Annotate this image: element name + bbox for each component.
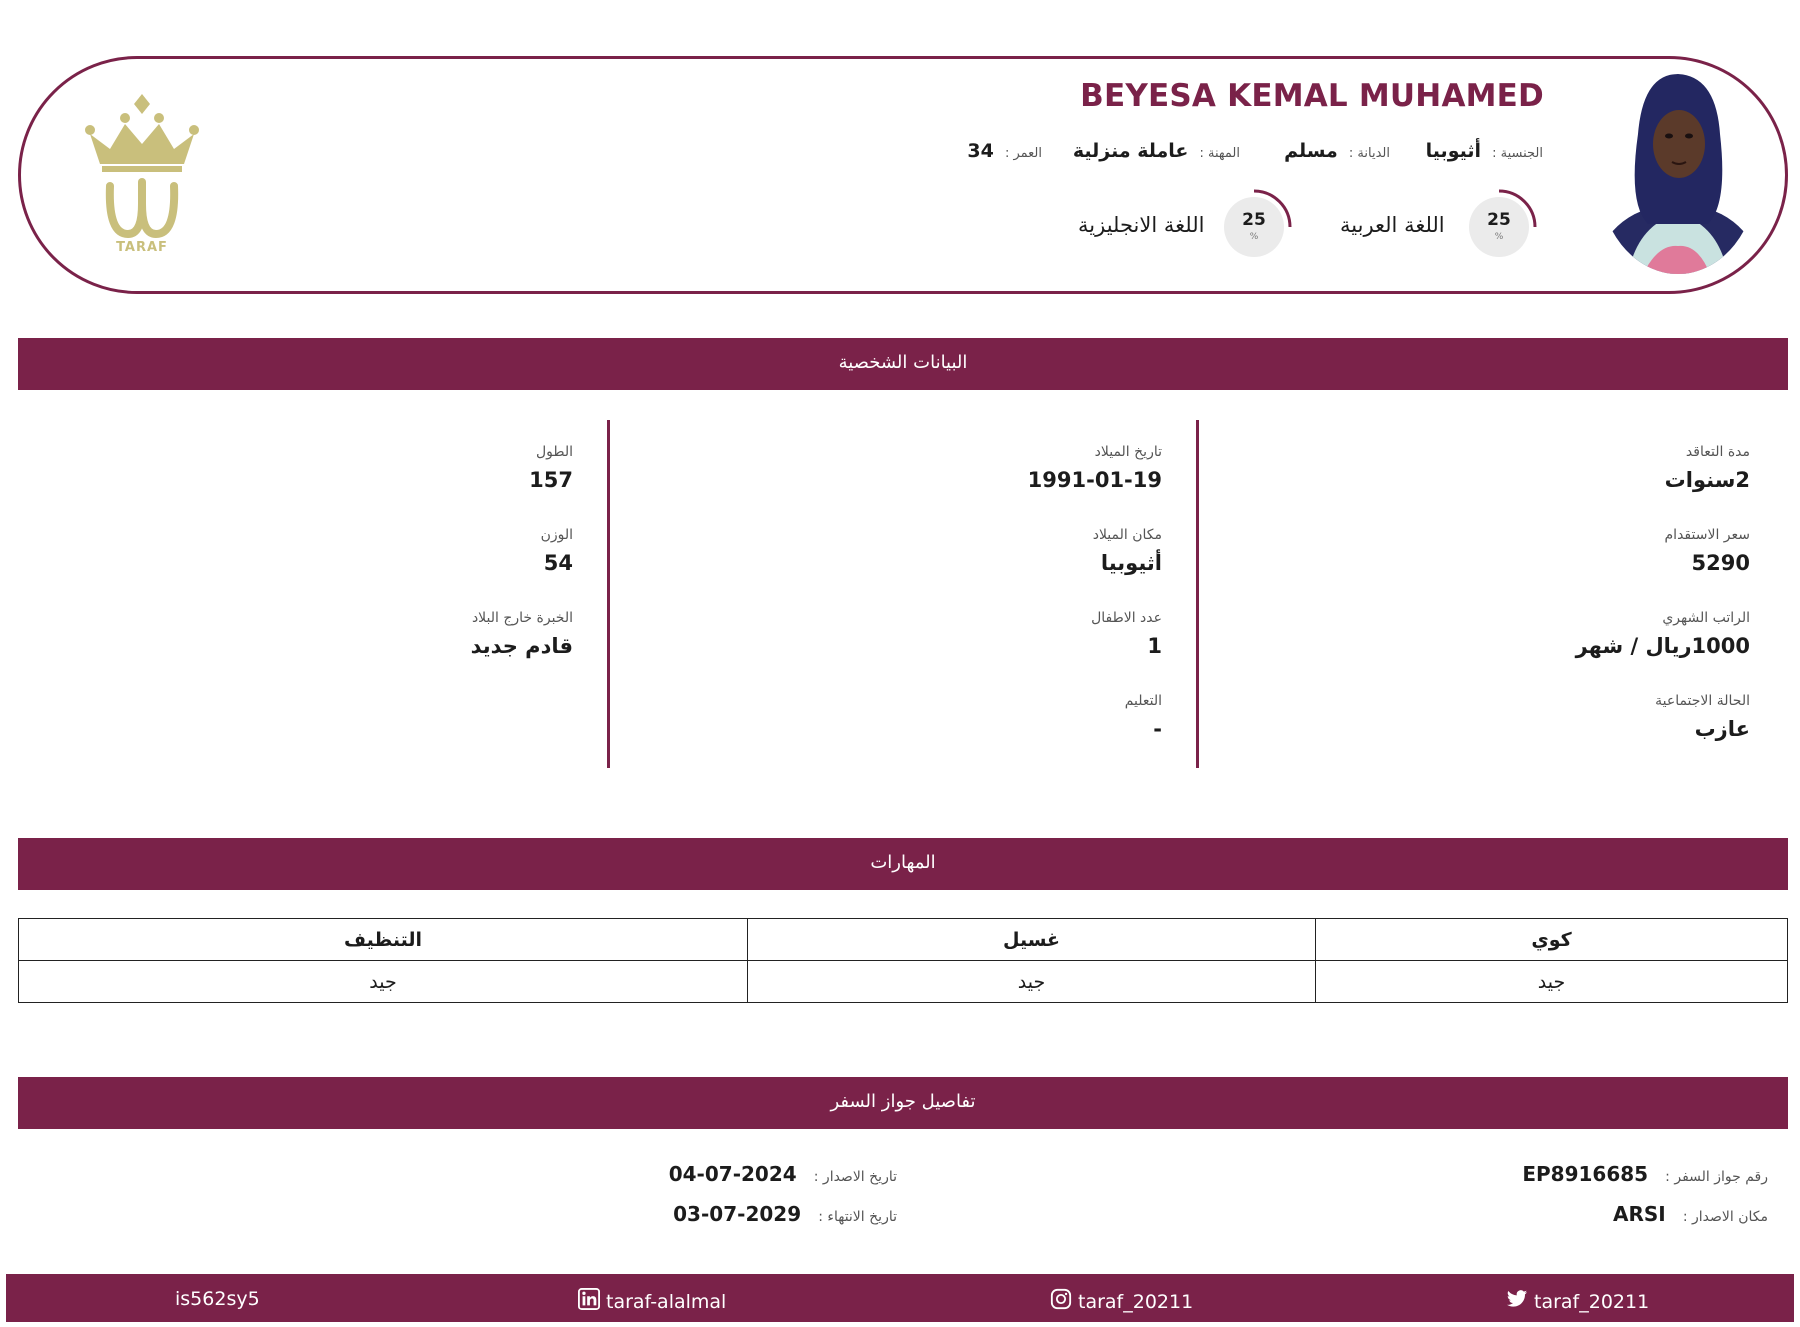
profession-label: المهنة :: [1199, 146, 1240, 161]
skill-level-cell: جيد: [19, 961, 748, 1003]
issue-date-value: 2024-07-04: [668, 1162, 797, 1186]
skill-name-cell: غسيل: [748, 919, 1316, 961]
reference-code-text: is562sy5: [175, 1288, 260, 1310]
twitter-link[interactable]: [1506, 1288, 1649, 1315]
skills-level-row: [19, 961, 1788, 1003]
personal-data-section-bar: [18, 338, 1788, 378]
taraf-logo-text: TARAF: [116, 240, 168, 255]
linkedin-handle: taraf-alalmal: [606, 1290, 727, 1313]
issue-place-label: مكان الاصدار :: [1682, 1209, 1768, 1225]
skill-level-cell: جيد: [748, 961, 1316, 1003]
skill-name-cell: التنظيف: [19, 919, 748, 961]
skill-level-cell: جيد: [1316, 961, 1788, 1003]
field-label: مدة التعاقد: [1685, 444, 1750, 460]
expiry-date-value: 2029-07-03: [673, 1202, 802, 1226]
field-value: 1: [1147, 634, 1162, 658]
instagram-link[interactable]: [1050, 1288, 1193, 1315]
field-value: 1000ريال / شهر: [1575, 634, 1750, 658]
field-label: التعليم: [1124, 693, 1162, 709]
religion-field: [1284, 140, 1390, 162]
english-language-gauge: [1221, 194, 1287, 260]
field-label: مكان الميلاد: [1092, 527, 1162, 543]
reference-code: [175, 1288, 260, 1310]
field-label: الحالة الاجتماعية: [1655, 693, 1750, 709]
footer-bar: [6, 1274, 1794, 1322]
field-value: عازب: [1694, 717, 1750, 741]
twitter-icon: [1506, 1288, 1528, 1315]
birth-date-field: [1028, 444, 1162, 492]
field-value: -: [1153, 717, 1162, 741]
birth-place-field: [1093, 527, 1162, 575]
profession-field: [1073, 140, 1240, 162]
issue-place-field: [1613, 1202, 1768, 1226]
issue-date-label: تاريخ الاصدار :: [813, 1169, 897, 1185]
recruitment-price-field: [1665, 527, 1750, 575]
age-value: 34: [967, 140, 994, 162]
field-label: الوزن: [540, 527, 573, 543]
religion-value: مسلم: [1284, 140, 1338, 162]
nationality-label: الجنسية :: [1492, 146, 1543, 161]
children-count-field: [1091, 610, 1162, 658]
arabic-language-gauge: [1466, 194, 1532, 260]
passport-number-label: رقم جواز السفر :: [1665, 1169, 1768, 1185]
field-value: أثيوبيا: [1100, 551, 1162, 575]
english-percent-unit: %: [1249, 232, 1259, 242]
skills-section-bar: [18, 838, 1788, 878]
field-value: 157: [529, 468, 573, 492]
twitter-handle: taraf_20211: [1534, 1290, 1650, 1313]
linkedin-link[interactable]: [578, 1288, 726, 1315]
expiry-date-field: [673, 1202, 897, 1226]
field-value: قادم جديد: [470, 634, 573, 658]
personal-data-title: البيانات الشخصية: [838, 352, 968, 373]
field-label: سعر الاستقدام: [1664, 527, 1750, 543]
arabic-language-label: اللغة العربية: [1340, 213, 1445, 237]
arabic-percent-value: 25: [1487, 210, 1511, 230]
issue-date-field: [669, 1162, 897, 1186]
nationality-field: [1426, 140, 1543, 162]
religion-label: الديانة :: [1348, 146, 1390, 161]
contract-duration-field: [1665, 444, 1750, 492]
passport-number-value: EP8916685: [1522, 1162, 1649, 1186]
expiry-date-label: تاريخ الانتهاء :: [818, 1209, 897, 1225]
field-label: الطول: [535, 444, 573, 460]
field-label: تاريخ الميلاد: [1094, 444, 1162, 460]
height-field: [529, 444, 573, 492]
field-label: عدد الاطفال: [1091, 610, 1162, 626]
monthly-salary-field: [1576, 610, 1750, 658]
nationality-value: أثيوبيا: [1425, 140, 1482, 162]
linkedin-icon: [578, 1288, 600, 1315]
age-label: العمر :: [1004, 146, 1042, 161]
passport-section-bar: [18, 1077, 1788, 1117]
issue-place-value: ARSI: [1613, 1202, 1666, 1226]
field-value: 2سنوات: [1664, 468, 1750, 492]
passport-number-field: [1522, 1162, 1768, 1186]
experience-abroad-field: [471, 610, 573, 658]
weight-field: [541, 527, 573, 575]
age-field: [967, 140, 1042, 162]
field-label: الخبرة خارج البلاد: [471, 610, 573, 626]
passport-title: تفاصيل جواز السفر: [830, 1091, 976, 1112]
english-language-label: اللغة الانجليزية: [1078, 213, 1205, 237]
marital-status-field: [1655, 693, 1750, 741]
field-label: الراتب الشهري: [1662, 610, 1750, 626]
profile-photo: [1598, 74, 1758, 274]
profession-value: عاملة منزلية: [1072, 140, 1189, 162]
arabic-percent-unit: %: [1494, 232, 1504, 242]
field-value: 54: [543, 551, 573, 575]
field-value: 1991-01-19: [1027, 468, 1162, 492]
skill-name-cell: كوي: [1316, 919, 1788, 961]
education-field: [1125, 693, 1162, 741]
skills-table: [18, 918, 1788, 1003]
instagram-handle: taraf_20211: [1078, 1290, 1194, 1313]
skills-title: المهارات: [870, 852, 936, 873]
field-value: 5290: [1691, 551, 1750, 575]
instagram-icon: [1050, 1288, 1072, 1315]
skills-header-row: [19, 919, 1788, 961]
column-divider: [607, 420, 610, 768]
english-percent-value: 25: [1242, 210, 1266, 230]
taraf-logo: [80, 94, 204, 258]
column-divider: [1196, 420, 1199, 768]
candidate-name: BEYESA KEMAL MUHAMED: [1080, 78, 1544, 114]
